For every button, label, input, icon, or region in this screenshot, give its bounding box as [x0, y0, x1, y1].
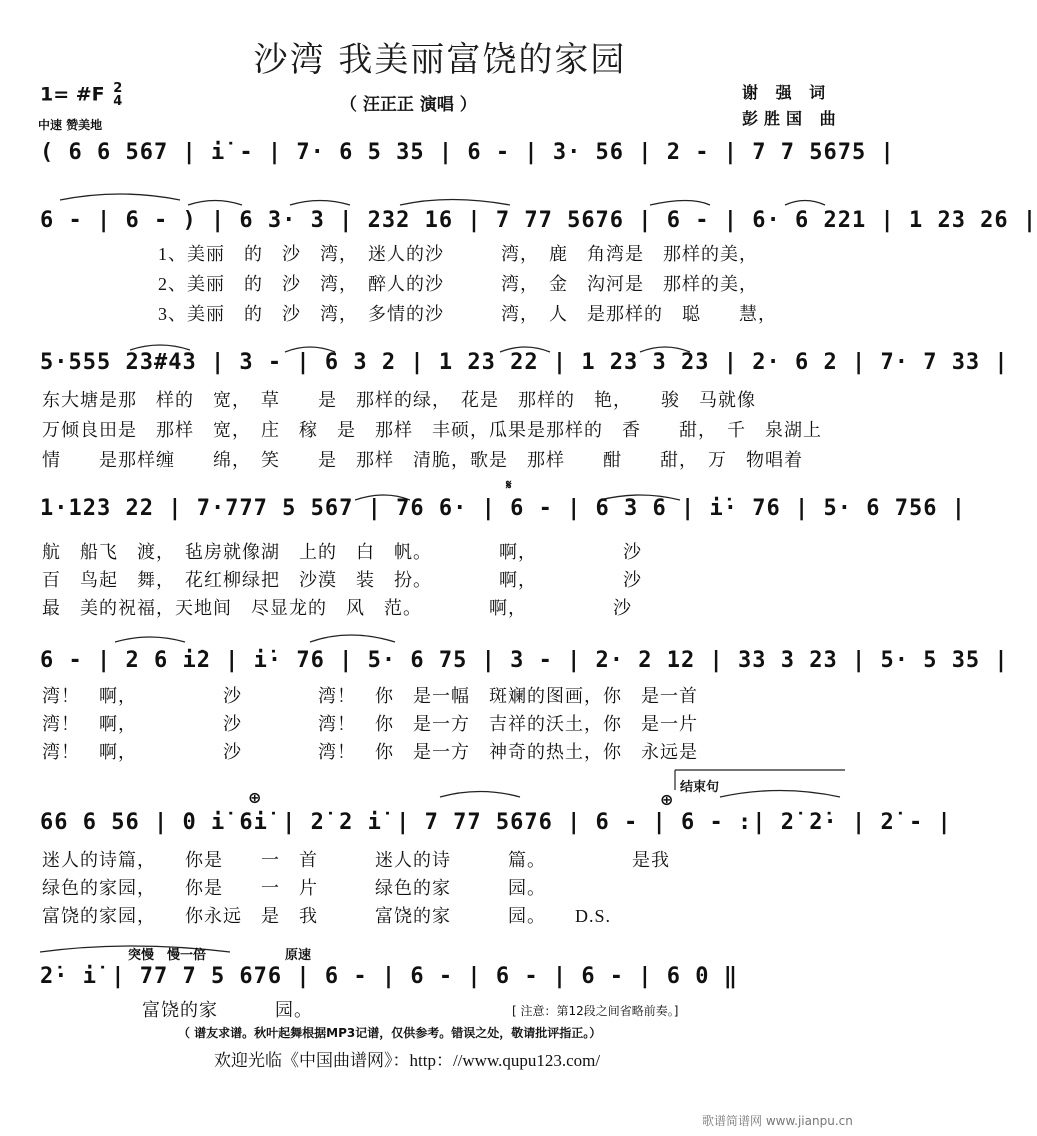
system-5-notes: 6 - | 2 6 i̇2 | i̇· 76 | 5· 6 75 | 3 - | 2· 2 12 | 33 3 23 | 5· 5 35 |: [40, 648, 1009, 673]
system-5-lyric-2: 湾！ 啊， 沙 湾！ 你 是一方 吉祥的沃土，你 是一片: [42, 714, 698, 734]
system-2-notes: 6 - | 6 - ) | 6 3· 3 | 232 16 | 7 77 5676 | 6 - | 6· 6 221 | 1 23 26 |: [40, 208, 1037, 233]
system-4-lyric-3: 最 美的祝福，天地间 尽显龙的 风 范。 啊， 沙: [42, 598, 632, 618]
system-6-notes: 66 6 56 | 0 i̇ 6i̇ | 2̇ 2 i̇ | 7 77 5676 | 6 - | 6 - :| 2̇ 2̇· | 2̇ - |: [40, 810, 952, 835]
system-5-lyric-3: 湾！ 啊， 沙 湾！ 你 是一方 神奇的热土，你 永远是: [42, 742, 698, 762]
time-bottom: 4: [113, 94, 123, 109]
system-4-lyric-1: 航 船飞 渡， 毡房就像湖 上的 白 帆。 啊， 沙: [42, 542, 642, 562]
system-5-lyric-1: 湾！ 啊， 沙 湾！ 你 是一幅 斑斓的图画，你 是一首: [42, 686, 698, 706]
system-2-lyric-3: 3、美丽 的 沙 湾， 多情的沙 湾， 人 是那样的 聪 慧，: [158, 304, 777, 324]
system-3-lyric-2: 万倾良田是 那样 宽， 庄 稼 是 那样 丰硕，瓜果是那样的 香 甜， 千 泉湖上: [42, 420, 822, 440]
disclaimer: （ 谱友求谱。秋叶起舞根据MP3记谱，仅供参考。错误之处，敬请批评指正。）: [178, 1026, 602, 1040]
coda-mark-1: ⊕: [248, 788, 262, 807]
segno-mark: 𝄋: [506, 478, 512, 493]
system-3-lyric-3: 情 是那样缠 绵， 笑 是 那样 清脆，歌是 那样 酣 甜， 万 物唱着: [42, 450, 803, 470]
system-3-notes: 5·555 23#43 | 3 - | 6 3 2 | 1 23 22 | 1 23 3 23 | 2· 6 2 | 7· 7 33 |: [40, 350, 1009, 375]
tempo-marking: 中速 赞美地: [38, 118, 103, 132]
system-2-lyric-2: 2、美丽 的 沙 湾， 醉人的沙 湾， 金 沟河是 那样的美，: [158, 274, 758, 294]
coda-mark-2: ⊕: [660, 790, 674, 809]
composer: 彭胜国 曲: [742, 109, 842, 128]
system-2-lyric-1: 1、美丽 的 沙 湾， 迷人的沙 湾， 鹿 角湾是 那样的美，: [158, 244, 758, 264]
key-label: 1= #F: [40, 83, 105, 106]
system-4-notes: 1·123 22 | 7·777 5 567 | 76 6· | 6 - | 6 3 6 | i̇· 76 | 5· 6 756 |: [40, 496, 966, 521]
system-6-lyric-1: 迷人的诗篇， 你是 一 首 迷人的诗 篇。 是我: [42, 850, 670, 870]
lyricist: 谢 强 词: [742, 83, 832, 102]
ending-label: 结束句: [680, 780, 720, 795]
system-7-notes: 2̇· i̇ | 77 7 5 676 | 6 - | 6 - | 6 - | 6 - | 6 0 ‖: [40, 964, 739, 989]
intro-note: [ 注意：第12段之间省略前奏。]: [512, 1004, 679, 1018]
tempo-resume-marking: 原速: [285, 948, 312, 963]
system-6-lyric-3: 富饶的家园， 你永远 是 我 富饶的家 园。 D.S.: [42, 906, 612, 926]
system-3-lyric-1: 东大塘是那 样的 宽， 草 是 那样的绿， 花是 那样的 艳， 骏 马就像: [42, 390, 756, 410]
system-7-lyric-1: 富饶的家 园。: [142, 1000, 313, 1020]
system-1-notes: ( 6 6 567 | i̇ - | 7· 6 5 35 | 6 - | 3· 56 | 2 - | 7 7 5675 |: [40, 140, 895, 165]
site-link[interactable]: 欢迎光临《中国曲谱网》：http：//www.qupu123.com/: [214, 1051, 601, 1070]
page-title: 沙湾 我美丽富饶的家园: [253, 40, 627, 80]
system-4-lyric-2: 百 鸟起 舞， 花红柳绿把 沙漠 装 扮。 啊， 沙: [42, 570, 642, 590]
watermark: 歌谱简谱网 www.jianpu.cn: [702, 1114, 853, 1128]
singer: （ 汪正正 演唱 ）: [340, 95, 477, 115]
time-top: 2: [113, 81, 123, 96]
slow-marking: 突慢 慢一倍: [128, 948, 207, 963]
system-6-lyric-2: 绿色的家园， 你是 一 片 绿色的家 园。: [42, 878, 546, 898]
